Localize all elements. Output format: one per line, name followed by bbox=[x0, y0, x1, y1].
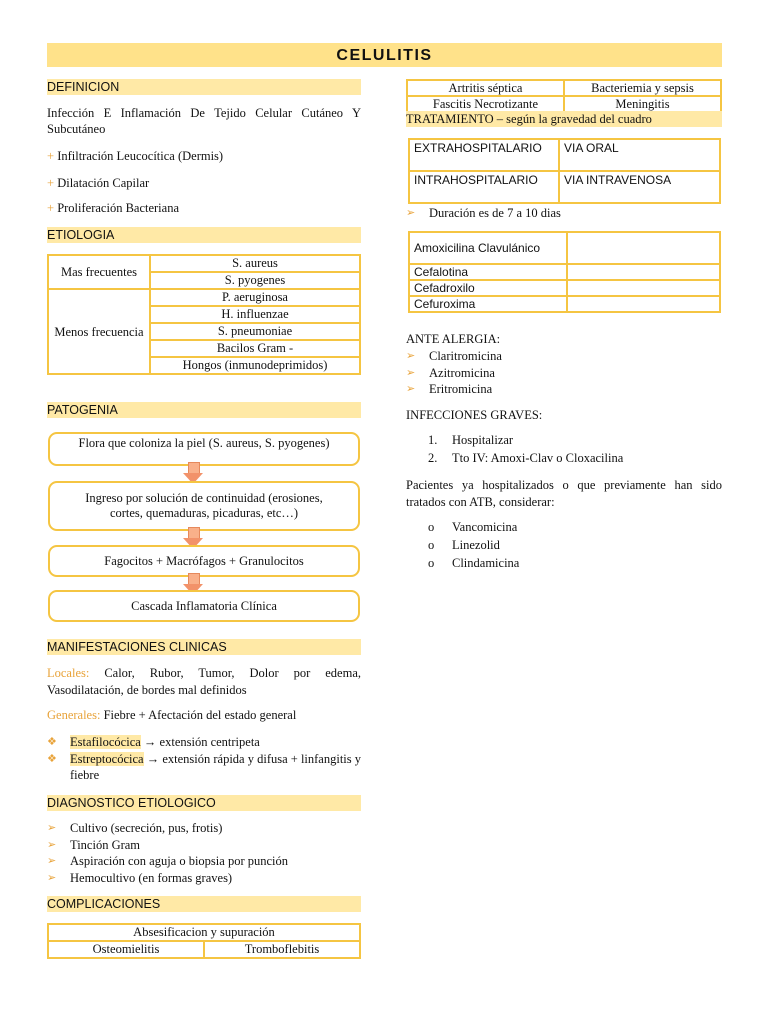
list-item: 2. Tto IV: Amoxi-Clav o Cloxacilina bbox=[428, 451, 624, 465]
etiologia-cell: Hongos (inmunodeprimidos) bbox=[150, 357, 360, 374]
complicaciones-cell: Bacteriemia y sepsis bbox=[564, 80, 721, 96]
antibiotico-cell: Cefuroxima bbox=[409, 296, 567, 312]
list-item: ❖ Estafilocócica → extensión centripeta bbox=[47, 735, 260, 749]
antibiotico-empty-cell bbox=[567, 264, 720, 280]
definicion-text: Infección E Inflamación De Tejido Celular Cutáneo Y Subcutáneo bbox=[47, 106, 361, 136]
etiologia-cell: S. aureus bbox=[150, 255, 360, 272]
antibiotico-empty-cell bbox=[567, 232, 720, 264]
antibiotico-empty-cell bbox=[567, 296, 720, 312]
list-item: ➢ Aspiración con aguja o biopsia por punción bbox=[47, 854, 289, 868]
list-item: o Clindamicina bbox=[428, 556, 520, 570]
list-item: 1. Hospitalizar bbox=[428, 433, 514, 447]
section-heading-tratamiento: TRATAMIENTO – según la gravedad del cuadro bbox=[406, 111, 722, 127]
manifestaciones-locales: Locales: Calor, Rubor, Tumor, Dolor por edema, Vasodilatación, de bordes mal definidos bbox=[47, 666, 362, 697]
list-item: ➢ Claritromicina bbox=[406, 349, 502, 363]
tratamiento-cell: EXTRAHOSPITALARIO bbox=[409, 139, 559, 171]
list-item: ➢ Tinción Gram bbox=[47, 837, 141, 852]
antibiotico-cell: Cefadroxilo bbox=[409, 280, 567, 296]
manifestaciones-list bbox=[47, 734, 361, 784]
duracion-list bbox=[406, 205, 722, 222]
flow-step: Ingreso por solución de continuidad (erosiones, cortes, quemaduras, picaduras, etc…) bbox=[48, 481, 360, 531]
complicaciones-cell: Meningitis bbox=[564, 96, 721, 112]
complicaciones-cell: Osteomielitis bbox=[48, 941, 204, 958]
page-title: CELULITIS bbox=[47, 43, 722, 67]
manifestaciones-generales: Generales: Fiebre + Afectación del estado general bbox=[47, 708, 297, 722]
list-item: o Vancomicina bbox=[428, 520, 518, 534]
list-item: ➢ Azitromicina bbox=[406, 365, 495, 380]
complicaciones-cont-table bbox=[406, 79, 722, 113]
list-item: ➢ Duración es de 7 a 10 dias bbox=[406, 206, 561, 220]
etiologia-cell: S. pneumoniae bbox=[150, 323, 360, 340]
flow-step: Flora que coloniza la piel (S. aureus, S. pyogenes) bbox=[48, 432, 360, 466]
etiologia-cell: Bacilos Gram - bbox=[150, 340, 360, 357]
complicaciones-table bbox=[47, 923, 361, 959]
section-heading-definicion: DEFINICION bbox=[47, 79, 361, 95]
section-heading-etiologia: ETIOLOGIA bbox=[47, 227, 361, 243]
section-heading-diagnostico: DIAGNOSTICO ETIOLOGICO bbox=[47, 795, 361, 811]
complicaciones-cell: Fascitis Necrotizante bbox=[407, 96, 564, 112]
antibiotico-cell: Amoxicilina Clavulánico bbox=[409, 232, 567, 264]
etiologia-group-label: Menos frecuencia bbox=[48, 289, 150, 374]
etiologia-cell: S. pyogenes bbox=[150, 272, 360, 289]
definicion-item: + Proliferación Bacteriana bbox=[47, 201, 180, 215]
section-heading-manifestaciones: MANIFESTACIONES CLINICAS bbox=[47, 639, 361, 655]
graves-heading: INFECCIONES GRAVES: bbox=[406, 408, 543, 422]
antibiotico-empty-cell bbox=[567, 280, 720, 296]
list-item: ❖ Estreptocócica → extensión rápida y difusa + linfangitis y fiebre bbox=[47, 751, 362, 782]
complicaciones-cell: Tromboflebitis bbox=[204, 941, 360, 958]
list-item: ➢ Hemocultivo (en formas graves) bbox=[47, 870, 233, 885]
list-item: o Linezolid bbox=[428, 538, 500, 552]
complicaciones-cell: Absesificacion y supuración bbox=[48, 924, 360, 941]
etiologia-cell: P. aeruginosa bbox=[150, 289, 360, 306]
etiologia-cell: H. influenzae bbox=[150, 306, 360, 323]
antibiotico-cell: Cefalotina bbox=[409, 264, 567, 280]
etiologia-group-label: Mas frecuentes bbox=[48, 255, 150, 289]
etiologia-table bbox=[47, 254, 361, 375]
definicion-item: + Dilatación Capilar bbox=[47, 176, 150, 190]
tratamiento-cell: INTRAHOSPITALARIO bbox=[409, 171, 559, 203]
list-item: ➢ Cultivo (secreción, pus, frotis) bbox=[47, 821, 223, 835]
flow-step: Cascada Inflamatoria Clínica bbox=[48, 590, 360, 622]
hospitalizados-text: Pacientes ya hospitalizados o que previamente han sido tratados con ATB, considerar: bbox=[406, 478, 722, 509]
tratamiento-table bbox=[408, 138, 721, 204]
tratamiento-cell: VIA ORAL bbox=[559, 139, 720, 171]
complicaciones-cell: Artritis séptica bbox=[407, 80, 564, 96]
alergia-list bbox=[406, 348, 722, 398]
list-item: ➢ Eritromicina bbox=[406, 382, 493, 396]
diagnostico-list bbox=[47, 820, 361, 886]
section-heading-patogenia: PATOGENIA bbox=[47, 402, 361, 418]
flow-step: Fagocitos + Macrófagos + Granulocitos bbox=[48, 545, 360, 577]
alergia-heading: ANTE ALERGIA: bbox=[406, 332, 501, 346]
antibioticos-table bbox=[408, 231, 721, 313]
definicion-item: + Infiltración Leucocítica (Dermis) bbox=[47, 149, 224, 163]
tratamiento-cell: VIA INTRAVENOSA bbox=[559, 171, 720, 203]
section-heading-complicaciones: COMPLICACIONES bbox=[47, 896, 361, 912]
